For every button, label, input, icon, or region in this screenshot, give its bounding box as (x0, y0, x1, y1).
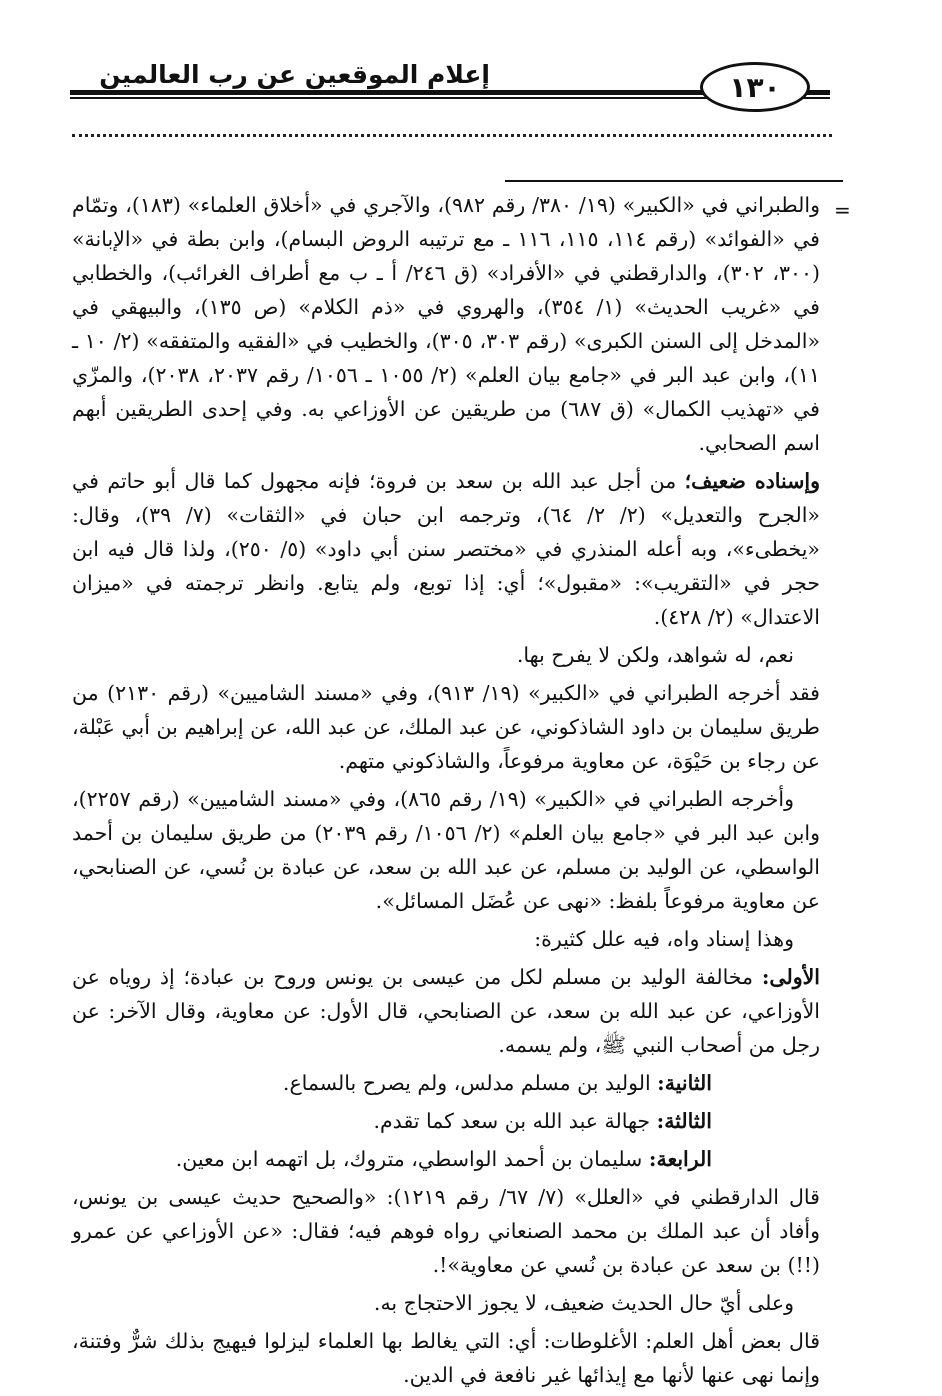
paragraph-illa-4: الرابعة: سليمان بن أحمد الواسطي، متروك، بل اتهمه ابن معين. (175, 1147, 712, 1171)
footnote-body (72, 188, 820, 1396)
continuation-mark: = (834, 198, 851, 222)
paragraph-ilal-intro: وهذا إسناد واه، فيه علل كثيرة: (534, 927, 794, 951)
footnote-rule (505, 180, 843, 182)
book-title: إعلام الموقعين عن رب العالمين (99, 60, 490, 89)
page-header (70, 40, 830, 110)
paragraph-tabarani-2: وأخرجه الطبراني في «الكبير» (١٩/ رقم ٨٦٥)، وفي «مسند الشاميين» (رقم ٢٢٥٧)، وابن عبد البر في «جامع بيان العلم» (٢/ ١٠٥٦/ رقم ٢٠٣٩) من طريق سليمان بن أحمد الواسطي، عن الوليد بن مسلم، عن عبد الله بن سعد، عن عبادة بن نُسي، عن الصنابحي، عن معاوية مرفوعاً بلفظ: «نهى عن عُضَل المسائل». (72, 787, 820, 913)
dotted-separator (72, 134, 832, 137)
paragraph-illa-3: الثالثة: جهالة عبد الله بن سعد كما تقدم. (373, 1109, 712, 1133)
page-number-badge (700, 62, 810, 112)
paragraph-illa-1: الأولى: مخالفة الوليد بن مسلم لكل من عيسى بن يونس وروح بن عبادة؛ إذ روياه عن الأوزاعي، عن عبد الله بن سعد، عن الصنابحي، قال الأول: عن معاوية، وقال الآخر: عن رجل من أصحاب النبي ﷺ، ولم يسمه. (72, 965, 820, 1057)
paragraph-aghlutat: قال بعض أهل العلم: الأغلوطات: أي: التي يغالط بها العلماء ليزلوا فيهيج بذلك شرٌّ وفتنة، وإنما نهى عنها لأنها مع إيذائها غير نافعة في الدين. (72, 1329, 820, 1387)
paragraph-illa-2: الثانية: الوليد بن مسلم مدلس، ولم يصرح بالسماع. (282, 1071, 712, 1095)
paragraph-isnad: وإسناده ضعيف؛ من أجل عبد الله بن سعد بن فروة؛ فإنه مجهول كما قال أبو حاتم في «الجرح والتعديل» (٢/ ٢/ ٦٤)، وترجمه ابن حبان في «الثقات» (٧/ ٣٩)، وقال: «يخطىء»، وبه أعله المنذري في «مختصر سنن أبي داود» (٥/ ٢٥٠)، ولذا قال فيه ابن حجر في «التقريب»: «مقبول»؛ أي: إذا توبع، ولم يتابع. وانظر ترجمته في «ميزان الاعتدال» (٢/ ٤٢٨). (72, 469, 821, 629)
paragraph-tabarani-1: فقد أخرجه الطبراني في «الكبير» (١٩/ ٩١٣)، وفي «مسند الشاميين» (رقم ٢١٣٠) من طريق سليمان بن داود الشاذكوني، عن عبد الملك، عن عبد الله، عن إبراهيم بن أبي عَبْلة، عن رجاء بن حَيْوَة، عن معاوية مرفوعاً، والشاذكوني متهم. (72, 681, 820, 773)
page-number: ١٣٠ (729, 70, 781, 104)
paragraph-conclusion: وعلى أيّ حال الحديث ضعيف، لا يجوز الاحتجاج به. (373, 1291, 794, 1315)
paragraph-daraqutni: قال الدارقطني في «العلل» (٧/ ٦٧/ رقم ١٢١٩): «والصحيح حديث عيسى بن يونس، وأفاد أن عبد الملك بن محمد الصنعاني رواه فوهم فيه؛ فقال: «عن الأوزاعي عن عمرو (!!) بن سعد عن عبادة بن نُسي عن معاوية»!. (72, 1185, 820, 1277)
paragraph-sources: والطبراني في «الكبير» (١٩/ ٣٨٠/ رقم ٩٨٢)، والآجري في «أخلاق العلماء» (١٨٣)، وتمّام في «الفوائد» (رقم ١١٤، ١١٥، ١١٦ ـ مع ترتيبه الروض البسام)، وابن بطة في «الإبانة» (٣٠٠، ٣٠٢)، والدارقطني في «الأفراد» (ق ٢٤٦/ أ ـ ب مع أطراف الغرائب)، والخطابي في «غريب الحديث» (١/ ٣٥٤)، والهروي في «ذم الكلام» (ص ١٣٥)، والبيهقي في «المدخل إلى السنن الكبرى» (رقم ٣٠٣، ٣٠٥)، والخطيب في «الفقيه والمتفقه» (٢/ ١٠ ـ ١١)، وابن عبد البر في «جامع بيان العلم» (٢/ ١٠٥٥ ـ ١٠٥٦/ رقم ٢٠٣٧، ٢٠٣٨)، والمزّي في «تهذيب الكمال» (ق ٦٨٧) من طريقين عن الأوزاعي به. وفي إحدى الطريقين أبهم اسم الصحابي. (72, 193, 821, 455)
paragraph-shawahid: نعم، له شواهد، ولكن لا يفرح بها. (516, 643, 794, 667)
